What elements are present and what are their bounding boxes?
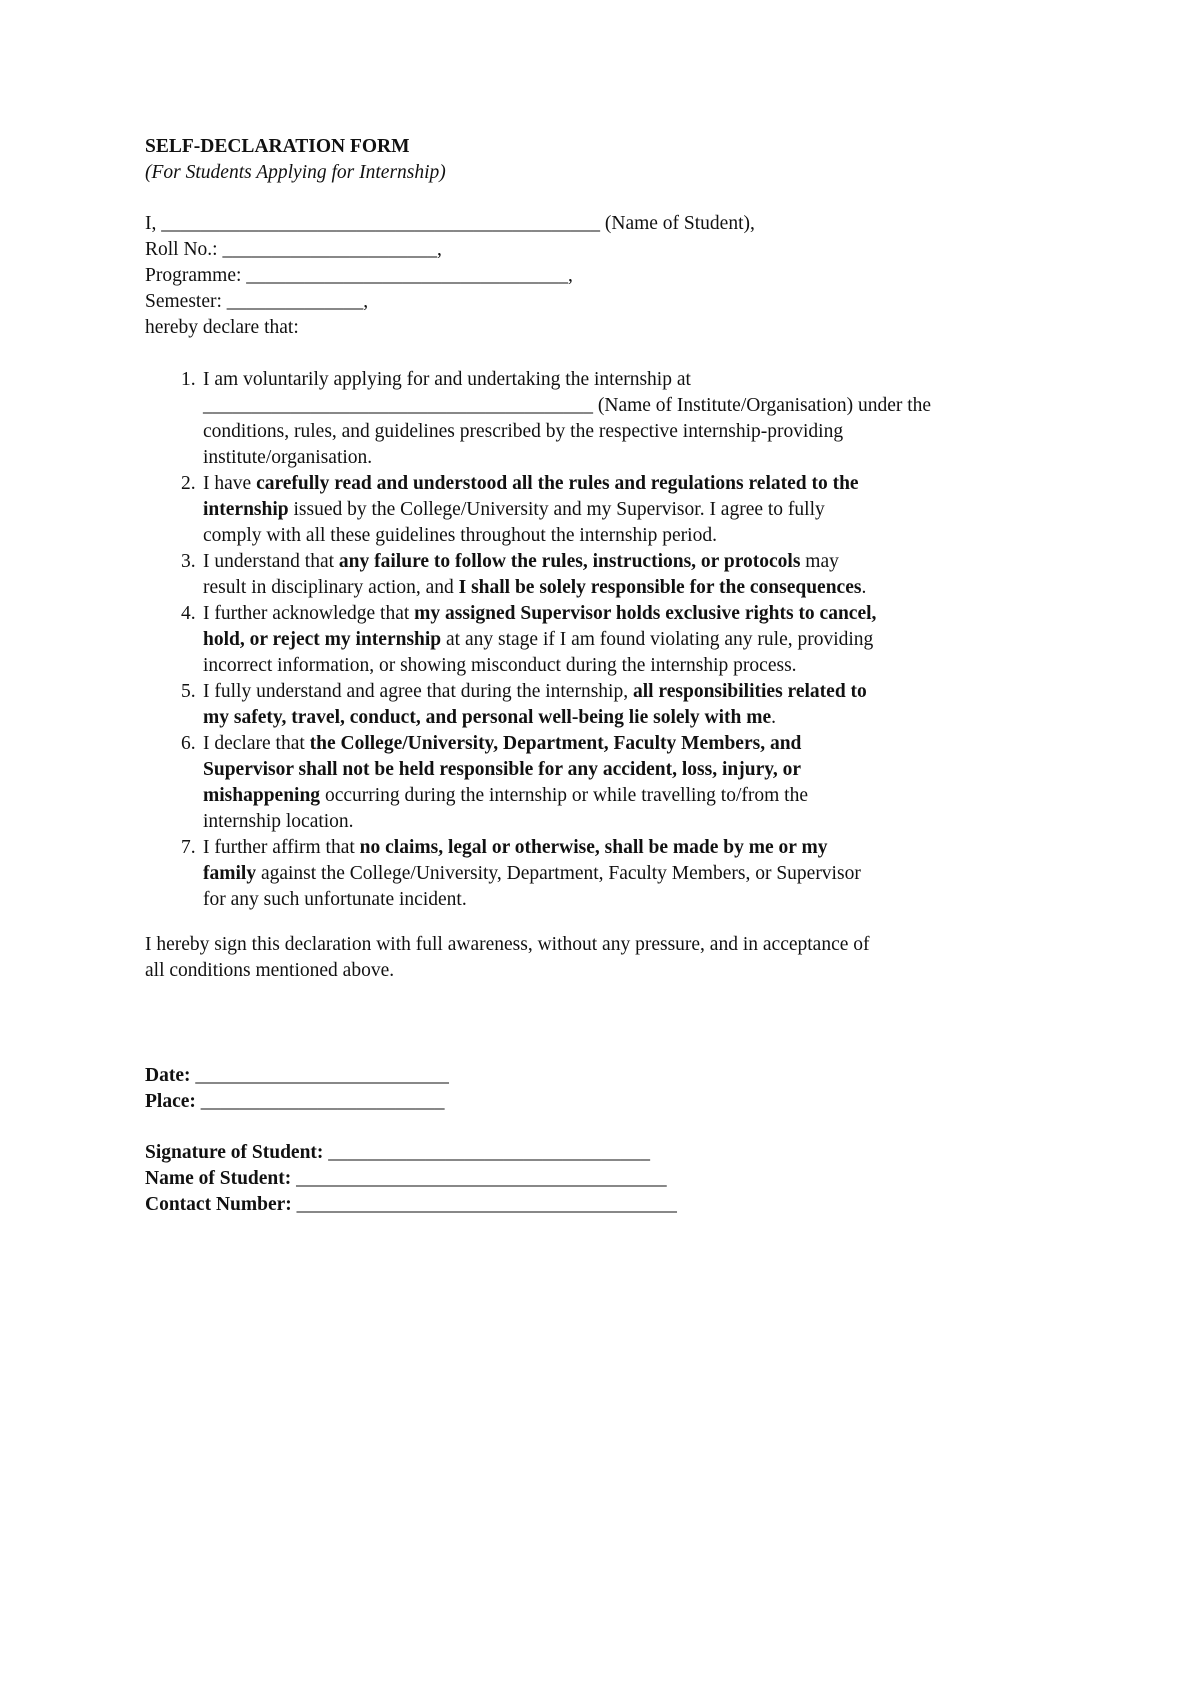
item-line: [203, 835, 931, 861]
programme-field[interactable]: Programme: _________________________________,: [145, 265, 573, 286]
bold-text: hold, or reject my internship: [203, 629, 442, 650]
declaration-item: [145, 367, 931, 471]
item-line: [203, 471, 931, 497]
declaration-item: [145, 731, 931, 835]
declare-intro: hereby declare that:: [145, 317, 299, 338]
item-line: [203, 809, 931, 835]
place-field[interactable]: [145, 1089, 449, 1115]
bold-text: all responsibilities related to: [632, 681, 867, 702]
item-line: [203, 679, 931, 705]
closing-line: I hereby sign this declaration with full awareness, without any pressure, and in acceptance of: [145, 934, 870, 955]
item-line: [203, 497, 931, 523]
bold-text: my safety, travel, conduct, and personal well-being lie solely with me: [203, 707, 772, 728]
student-details: [145, 211, 755, 341]
declaration-item: [145, 549, 931, 601]
signature-block: [145, 1140, 677, 1218]
item-text: I have: [203, 473, 257, 494]
name-blank[interactable]: ______________________________________: [291, 1168, 667, 1189]
bold-text: no claims, legal or otherwise, shall be made by me or my: [359, 837, 828, 858]
declaration-item: [145, 679, 931, 731]
item-number: 7.: [181, 837, 196, 858]
roll-no-field[interactable]: Roll No.: ______________________,: [145, 239, 442, 260]
declaration-item: [145, 471, 931, 549]
item-text: institute/organisation.: [203, 447, 373, 468]
item-text: .: [771, 707, 777, 728]
closing-statement: [145, 932, 870, 984]
item-line: [203, 731, 931, 757]
item-line: [203, 653, 931, 679]
item-number: 1.: [181, 369, 196, 390]
declaration-list: [145, 367, 931, 913]
date-blank[interactable]: __________________________: [190, 1065, 449, 1086]
item-text: at any stage if I am found violating any rule, providing: [441, 629, 874, 650]
item-text: conditions, rules, and guidelines prescribed by the respective internship-providing: [203, 421, 844, 442]
name-of-student-field[interactable]: [145, 1166, 677, 1192]
item-text: .: [861, 577, 867, 598]
item-text: internship location.: [203, 811, 354, 832]
item-text: for any such unfortunate incident.: [203, 889, 467, 910]
bold-text: Supervisor shall not be held responsible for any accident, loss, injury, or: [203, 759, 802, 780]
contact-label: Contact Number:: [145, 1194, 292, 1215]
bold-text: family: [203, 863, 257, 884]
item-text: I fully understand and agree that during the internship,: [203, 681, 633, 702]
bold-text: mishappening: [203, 785, 321, 806]
place-label: Place:: [145, 1091, 196, 1112]
item-text: I am voluntarily applying for and undertaking the internship at: [203, 369, 691, 390]
bold-text: any failure to follow the rules, instructions, or protocols: [338, 551, 801, 572]
item-text: issued by the College/University and my Supervisor. I agree to fully: [288, 499, 825, 520]
item-line: [203, 705, 931, 731]
form-subtitle: (For Students Applying for Internship): [145, 162, 446, 183]
date-field[interactable]: [145, 1063, 449, 1089]
bold-text: the College/University, Department, Faculty Members, and: [309, 733, 802, 754]
item-line: [203, 445, 931, 471]
item-text: incorrect information, or showing misconduct during the internship process.: [203, 655, 797, 676]
bold-text: I shall be solely responsible for the consequences: [458, 577, 862, 598]
item-line: [203, 887, 931, 913]
item-line: [203, 419, 931, 445]
item-line: [203, 757, 931, 783]
bold-text: carefully read and understood all the rules and regulations related to the: [256, 473, 859, 494]
declaration-item: [145, 835, 931, 913]
item-number: 5.: [181, 681, 196, 702]
contact-number-field[interactable]: [145, 1192, 677, 1218]
item-line: [203, 601, 931, 627]
item-text: against the College/University, Department, Faculty Members, or Supervisor: [256, 863, 861, 884]
item-text: result in disciplinary action, and: [203, 577, 459, 598]
item-number: 6.: [181, 733, 196, 754]
name-label: Name of Student:: [145, 1168, 292, 1189]
item-line: [203, 575, 931, 601]
item-line: [203, 523, 931, 549]
declaration-item: [145, 601, 931, 679]
item-line: [203, 861, 931, 887]
closing-line: all conditions mentioned above.: [145, 960, 395, 981]
place-blank[interactable]: _________________________: [195, 1091, 445, 1112]
item-number: 3.: [181, 551, 196, 572]
item-text: occurring during the internship or while travelling to/from the: [320, 785, 808, 806]
student-name-field[interactable]: I, _____________________________________________ (Name of Student),: [145, 213, 755, 234]
item-text: I understand that: [203, 551, 339, 572]
item-text: I further acknowledge that: [203, 603, 415, 624]
signature-blank[interactable]: _________________________________: [323, 1142, 651, 1163]
semester-field[interactable]: Semester: ______________,: [145, 291, 369, 312]
item-number: 4.: [181, 603, 196, 624]
date-label: Date:: [145, 1065, 191, 1086]
item-number: 2.: [181, 473, 196, 494]
signature-label: Signature of Student:: [145, 1142, 324, 1163]
item-text: ________________________________________ (Name of Institute/Organisation) under the: [203, 395, 932, 416]
item-line: [203, 393, 931, 419]
signature-field[interactable]: [145, 1140, 677, 1166]
contact-blank[interactable]: _______________________________________: [291, 1194, 677, 1215]
item-line: [203, 367, 931, 393]
item-line: [203, 627, 931, 653]
item-text: may: [800, 551, 839, 572]
item-text: comply with all these guidelines throughout the internship period.: [203, 525, 717, 546]
item-line: [203, 549, 931, 575]
bold-text: internship: [203, 499, 289, 520]
item-line: [203, 783, 931, 809]
bold-text: my assigned Supervisor holds exclusive rights to cancel,: [414, 603, 877, 624]
date-place-block: [145, 1063, 449, 1115]
form-title: SELF-DECLARATION FORM: [145, 136, 410, 157]
item-text: I declare that: [203, 733, 310, 754]
item-text: I further affirm that: [203, 837, 360, 858]
